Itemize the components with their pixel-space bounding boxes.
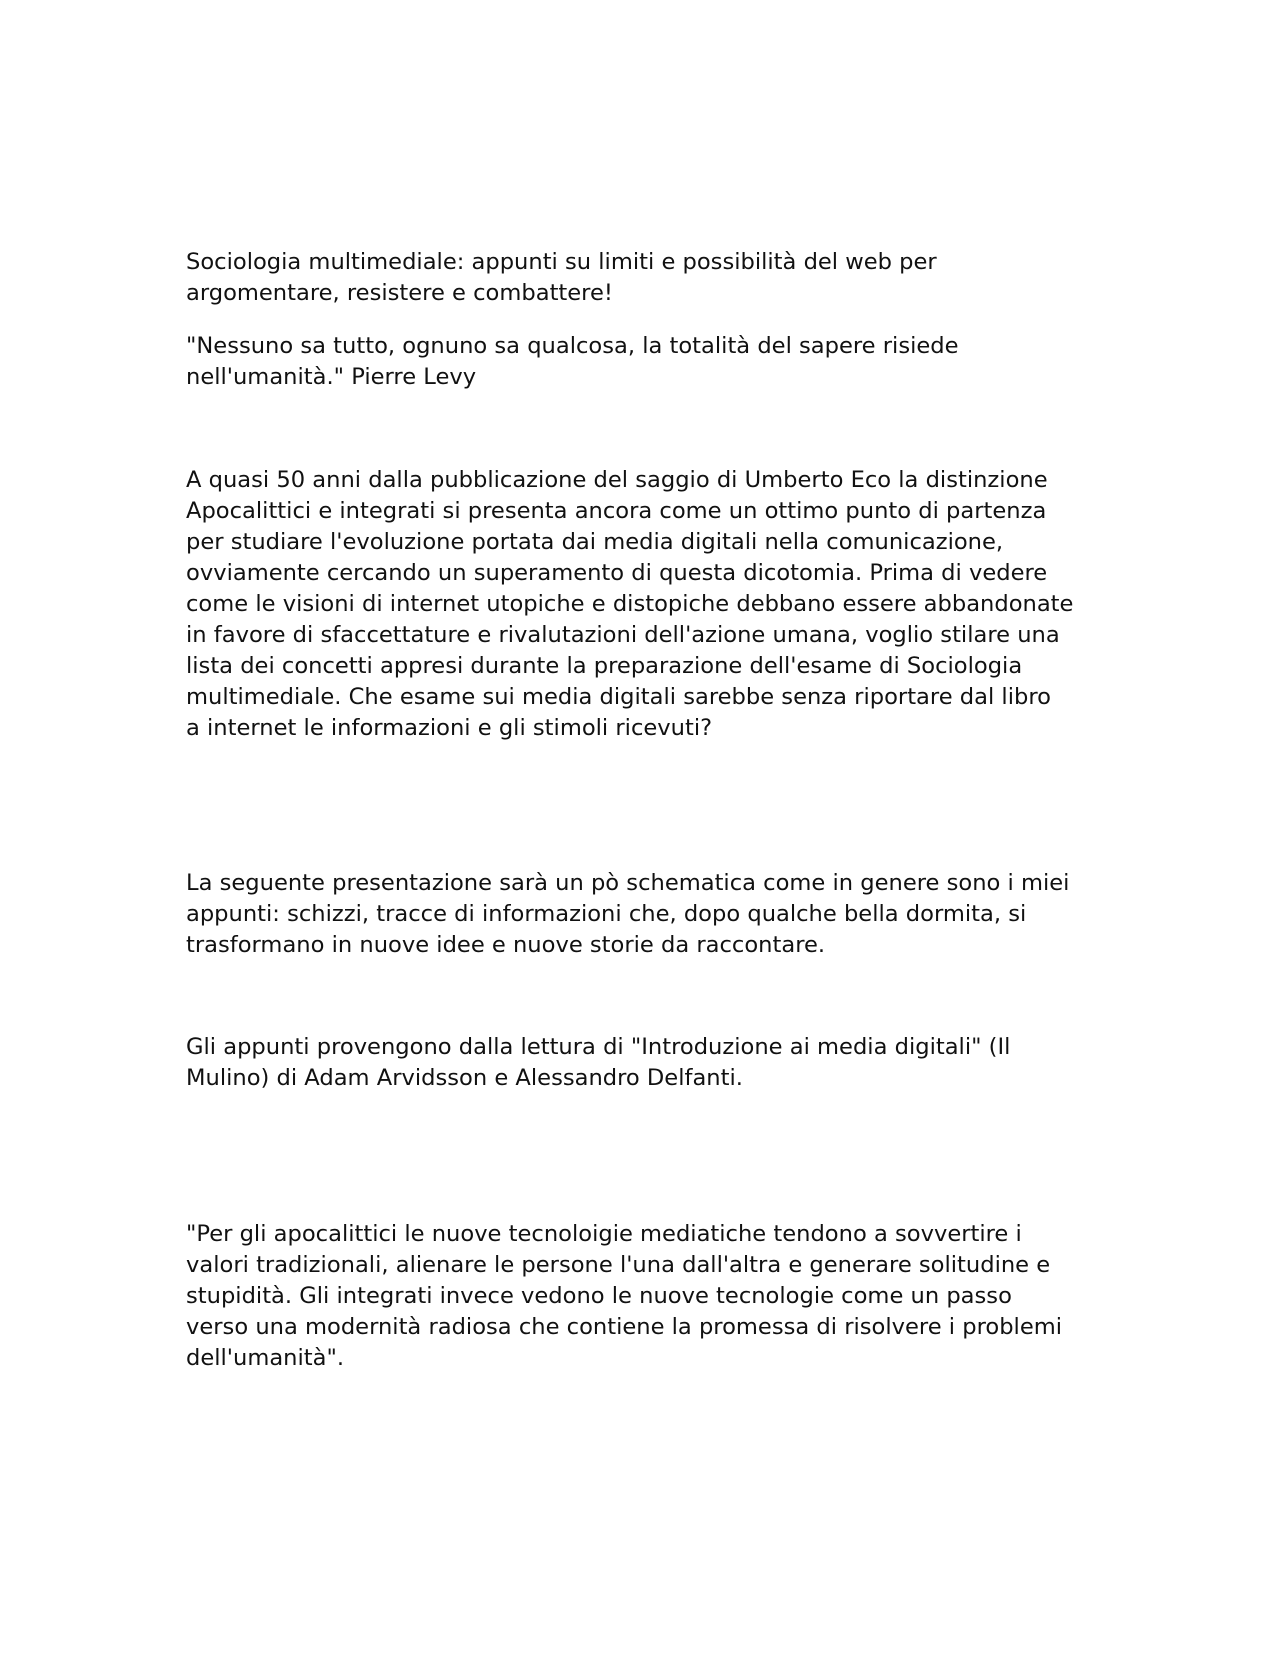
paragraph-citation: "Per gli apocalittici le nuove tecnoloigie mediatiche tendono a sovvertire i valori tradizionali, alienare le persone l'una dall'altra e generare solitudine e stupidità. Gli integrati invece vedono le nuove tecnologie come un passo verso una modernità radiosa che contiene la promessa di risolvere i problemi dell'umanità". — [186, 1221, 1063, 1371]
document-title: Sociologia multimediale: appunti su limiti e possibilità del web per argomentare, resistere e combattere! — [186, 249, 937, 306]
paragraph-intro: A quasi 50 anni dalla pubblicazione del saggio di Umberto Eco la distinzione Apocalittici e integrati si presenta ancora come un ottimo punto di partenza per studiare l'evoluzione portata dai media digitali nella comunicazione, ovviamente cercando un superamento di questa dicotomia. Prima di vedere come le visioni di internet utopiche e distopiche debbano essere abbandonate in favore di sfaccettature e rivalutazioni dell'azione umana, voglio stilare una lista dei concetti appresi durante la preparazione dell'esame di Sociologia multimediale. Che esame sui media digitali sarebbe senza riportare dal libro a internet le informazioni e gli stimoli ricevuti? — [186, 467, 1074, 741]
paragraph-presentation: La seguente presentazione sarà un pò schematica come in genere sono i miei appunti: schizzi, tracce di informazioni che, dopo qualche bella dormita, si trasformano in nuove idee e nuove storie da raccontare. — [186, 870, 1070, 958]
paragraph-source: Gli appunti provengono dalla lettura di "Introduzione ai media digitali" (Il Mulino) di Adam Arvidsson e Alessandro Delfanti. — [186, 1034, 1011, 1091]
epigraph-quote: "Nessuno sa tutto, ognuno sa qualcosa, la totalità del sapere risiede nell'umanità." Pierre Levy — [186, 333, 959, 390]
